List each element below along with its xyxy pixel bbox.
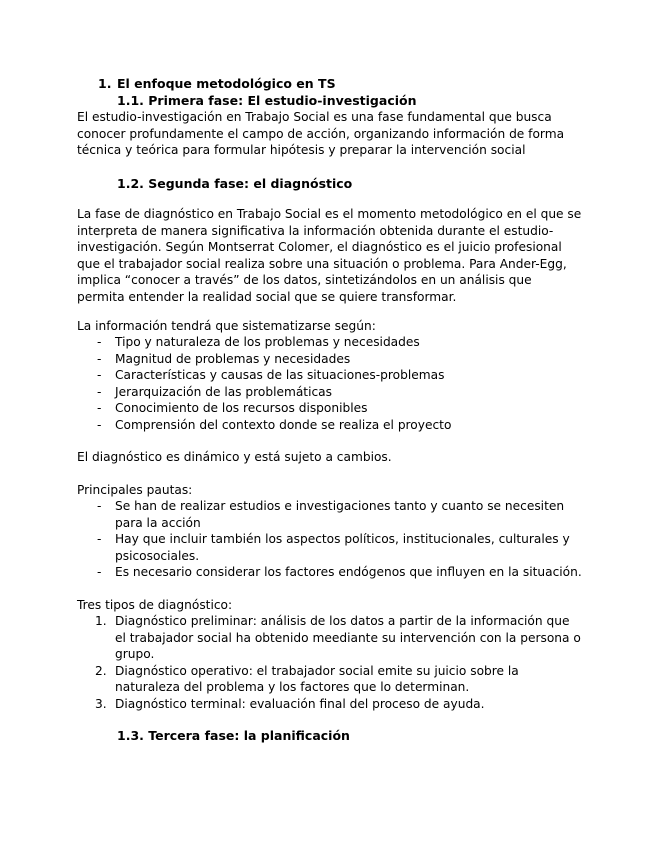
list-item-text: Jerarquización de las problemáticas bbox=[115, 384, 332, 399]
bullet-marker: - bbox=[97, 351, 102, 366]
list-item bbox=[77, 367, 597, 384]
paragraph-study-investigation: El estudio-investigación en Trabajo Social es una fase fundamental que busca conocer profundamente el campo de acción, organizando información de forma técnica y teórica para formular hipótesis y preparar la intervención social bbox=[77, 110, 565, 157]
paragraph-diagnosis-intro: La fase de diagnóstico en Trabajo Social es el momento metodológico en el que se interpreta de manera significativa la información obtenida durante el estudio-investigación. Según Montserrat Colomer, el diagnóstico es el juicio profesional que el trabajador social realiza sobre una situación o problema. Para Ander-Egg, implica “conocer a través” de los datos, sintetizándolos en un análisis que permita entender la realidad social que se quiere transformar. bbox=[77, 207, 582, 304]
list-item bbox=[77, 334, 597, 351]
list-item-text: Se han de realizar estudios e investigaciones tanto y cuanto se necesiten para la acción bbox=[115, 499, 565, 530]
list-item-text: Características y causas de las situaciones-problemas bbox=[115, 368, 445, 382]
list-item-text: Tipo y naturaleza de los problemas y necesidades bbox=[115, 335, 420, 349]
subsection-heading-1-3: 1.3. Tercera fase: la planificación bbox=[117, 728, 350, 743]
list-item-text: Es necesario considerar los factores endógenos que influyen en la situación. bbox=[115, 565, 582, 579]
list-item-text: Diagnóstico terminal: evaluación final del proceso de ayuda. bbox=[115, 696, 485, 711]
guidelines-list bbox=[77, 498, 587, 581]
list-item bbox=[77, 531, 587, 564]
list-item bbox=[77, 400, 597, 417]
paragraph-guidelines-lead: Principales pautas: bbox=[77, 483, 193, 497]
list-item bbox=[77, 417, 597, 434]
list-item-text: Diagnóstico operativo: el trabajador social emite su juicio sobre la naturaleza del problema y los factores que lo determinan. bbox=[115, 663, 519, 694]
bullet-marker: - bbox=[97, 401, 102, 415]
list-item bbox=[77, 384, 597, 401]
list-item bbox=[77, 564, 587, 581]
paragraph-types-lead: Tres tipos de diagnóstico: bbox=[77, 598, 233, 612]
paragraph-systematize-lead: La información tendrá que sistematizarse según: bbox=[77, 319, 376, 333]
list-item bbox=[77, 498, 587, 531]
list-item-text: Comprensión del contexto donde se realiza el proyecto bbox=[115, 417, 452, 432]
bullet-marker: - bbox=[97, 368, 102, 382]
paragraph-dynamic-note: El diagnóstico es dinámico y está sujeto a cambios. bbox=[77, 450, 392, 464]
bullet-marker: - bbox=[97, 499, 102, 513]
subsection-heading-1-1: 1.1. Primera fase: El estudio-investigación bbox=[117, 93, 417, 108]
section-title: El enfoque metodológico en TS bbox=[117, 76, 336, 91]
list-item bbox=[77, 613, 582, 663]
bullet-marker: - bbox=[97, 417, 102, 432]
diagnosis-types-list bbox=[77, 613, 582, 712]
list-number: 3. bbox=[95, 696, 107, 711]
subsection-heading-1-2: 1.2. Segunda fase: el diagnóstico bbox=[117, 176, 353, 191]
list-number: 1. bbox=[95, 614, 107, 628]
bullet-marker: - bbox=[97, 335, 102, 349]
section-heading bbox=[77, 76, 597, 93]
list-item bbox=[77, 351, 597, 368]
systematize-list bbox=[77, 334, 597, 433]
list-item bbox=[77, 663, 582, 696]
bullet-marker: - bbox=[97, 532, 102, 546]
list-item-text: Conocimiento de los recursos disponibles bbox=[115, 401, 368, 415]
bullet-marker: - bbox=[97, 384, 102, 399]
section-number: 1. bbox=[98, 76, 112, 91]
list-item-text: Hay que incluir también los aspectos políticos, institucionales, culturales y psicosociales. bbox=[115, 532, 570, 563]
list-item-text: Diagnóstico preliminar: análisis de los datos a partir de la información que el trabajador social ha obtenido meediante su intervención con la persona o grupo. bbox=[115, 614, 581, 661]
list-item bbox=[77, 696, 582, 713]
list-item-text: Magnitud de problemas y necesidades bbox=[115, 351, 351, 366]
list-number: 2. bbox=[95, 663, 107, 678]
bullet-marker: - bbox=[97, 565, 102, 579]
